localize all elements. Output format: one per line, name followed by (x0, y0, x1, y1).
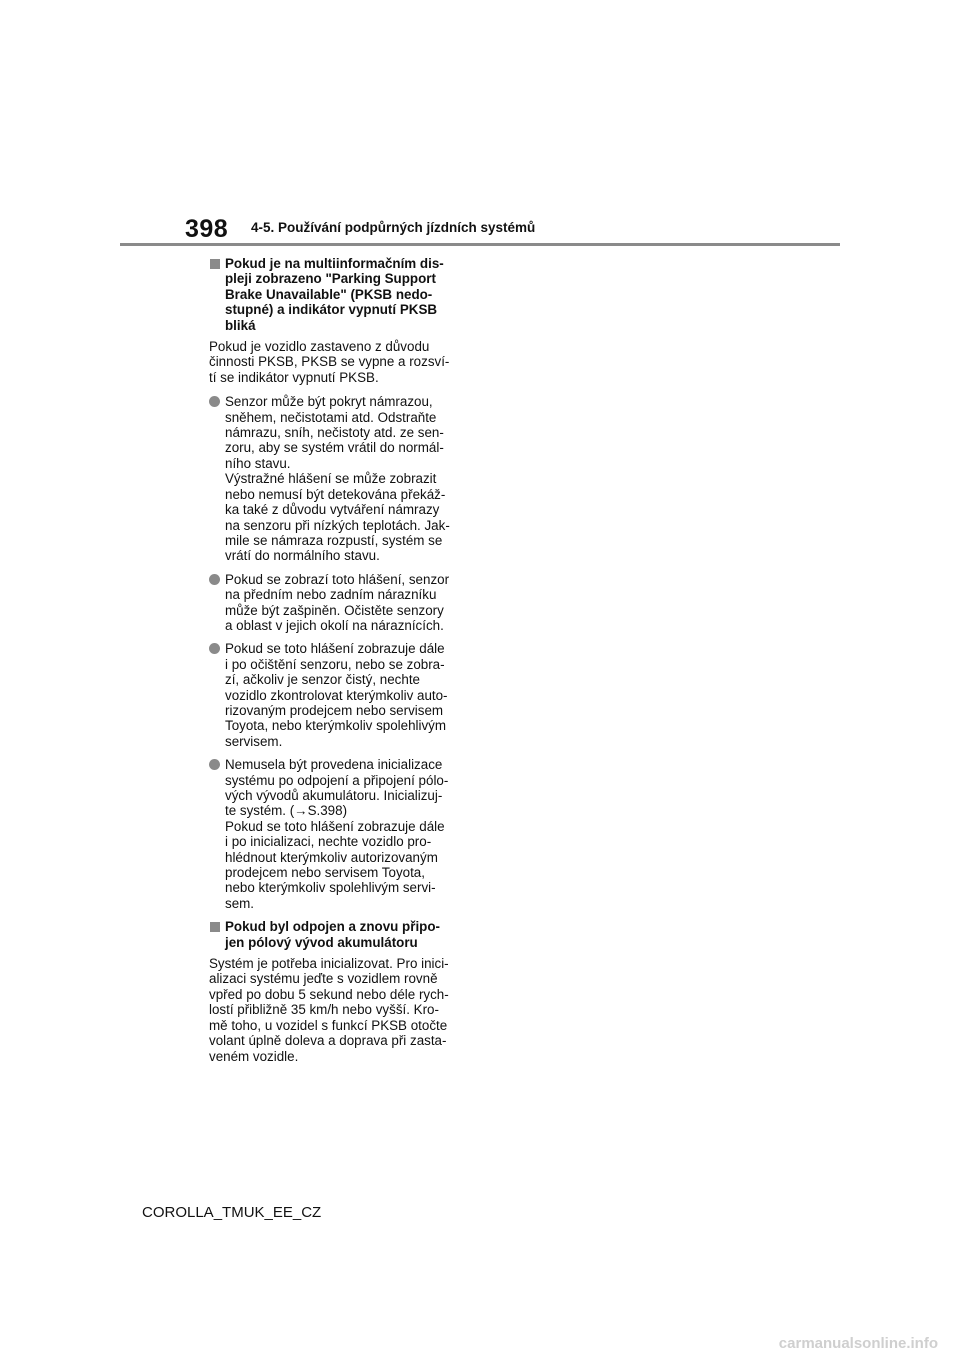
watermark: carmanualsonline.info (778, 1335, 938, 1352)
paragraph-line: veném vozidle. (209, 1048, 299, 1064)
bullet-line: systému po odpojení a připojení pólo- (225, 772, 449, 788)
page-number: 398 (185, 215, 229, 243)
paragraph-line: tí se indikátor vypnutí PKSB. (209, 369, 379, 385)
paragraph (209, 339, 474, 385)
footer-doc-code: COROLLA_TMUK_EE_CZ (142, 1204, 322, 1221)
heading-line: stupné) a indikátor vypnutí PKSB (225, 302, 438, 318)
bullet-line: hlédnout kterýmkoliv autorizovaným (225, 849, 438, 865)
bullet-line: i po očištění senzoru, nebo se zobra- (225, 656, 445, 672)
content-column (209, 256, 474, 1073)
paragraph-line: alizaci systému jeďte s vozidlem rovně (209, 971, 438, 987)
section-heading (209, 256, 474, 333)
bullet-line: Výstražné hlášení se může zobrazit (225, 471, 437, 487)
bullet-item (209, 641, 474, 749)
bullet-line: rizovaným prodejcem nebo servisem (225, 702, 444, 718)
bullet-line: i po inicializaci, nechte vozidlo pro- (225, 834, 432, 850)
square-bullet-icon (210, 922, 220, 932)
paragraph-line: volant úplně doleva a doprava při zasta- (209, 1033, 447, 1049)
bullet-item (209, 757, 474, 911)
circle-bullet-icon (209, 574, 220, 585)
heading-line: Brake Unavailable" (PKSB nedo- (225, 286, 433, 302)
bullet-line: Senzor může být pokryt námrazou, (225, 394, 433, 410)
heading-line: bliká (225, 317, 256, 333)
paragraph-line: lostí přibližně 35 km/h nebo vyšší. Kro- (209, 1002, 439, 1018)
bullet-line: mile se námraza rozpustí, systém se (225, 532, 443, 548)
bullet-line: sněhem, nečistotami atd. Odstraňte (225, 409, 437, 425)
circle-bullet-icon (209, 643, 220, 654)
bullet-line: může být zašpiněn. Očistěte senzory (225, 602, 444, 618)
bullet-line: Toyota, nebo kterýmkoliv spolehlivým (225, 718, 447, 734)
bullet-line: námrazu, sníh, nečistoty atd. ze sen- (225, 425, 444, 441)
bullet-line: nebo kterýmkoliv spolehlivým servi- (225, 880, 436, 896)
heading-line: Pokud byl odpojen a znovu připo- (225, 919, 440, 935)
bullet-line: na senzoru při nízkých teplotách. Jak- (225, 517, 450, 533)
paragraph (209, 956, 474, 1064)
bullet-line: vých vývodů akumulátoru. Inicializuj- (225, 788, 443, 803)
bullet-line: te systém. (→S.398) (225, 803, 348, 819)
bullet-line: nebo nemusí být detekována překáž- (225, 486, 446, 502)
paragraph-line: činnosti PKSB, PKSB se vypne a rozsví- (209, 354, 450, 370)
paragraph-line: Systém je potřeba inicializovat. Pro inici- (209, 956, 449, 972)
bullet-item (209, 394, 474, 563)
paragraph-line: mě toho, u vozidel s funkcí PKSB otočte (209, 1017, 448, 1033)
section-title: 4-5. Používání podpůrných jízdních systémů (251, 220, 536, 235)
bullet-line: ka také z důvodu vytváření námrazy (225, 502, 440, 518)
heading-line: Pokud je na multiinformačním dis- (225, 256, 444, 271)
bullet-line: Nemusela být provedena inicializace (225, 757, 443, 773)
circle-bullet-icon (209, 759, 220, 770)
bullet-line: vrátí do normálního stavu. (225, 548, 380, 564)
section-heading (209, 919, 474, 950)
paragraph-line: vpřed po dobu 5 sekund nebo déle rych- (209, 986, 449, 1002)
heading-line: jen pólový vývod akumulátoru (225, 934, 418, 950)
bullet-line: na předním nebo zadním nárazníku (225, 587, 437, 603)
bullet-item (209, 572, 474, 634)
heading-line: pleji zobrazeno "Parking Support (225, 271, 436, 287)
square-bullet-icon (210, 259, 220, 269)
bullet-line: zí, ačkoliv je senzor čistý, nechte (225, 672, 420, 688)
paragraph-line: Pokud je vozidlo zastaveno z důvodu (209, 339, 430, 355)
bullet-line: servisem. (225, 733, 283, 749)
bullet-line: vozidlo zkontrolovat kterýmkoliv auto- (225, 687, 448, 703)
bullet-line: prodejcem nebo servisem Toyota, (225, 865, 425, 881)
bullet-line: sem. (225, 895, 255, 911)
bullet-line: zoru, aby se systém vrátil do normál- (225, 440, 444, 456)
bullet-line: a oblast v jejich okolí na náraznících. (225, 617, 444, 633)
header-rule (120, 243, 840, 246)
bullet-line: Pokud se toto hlášení zobrazuje dále (225, 818, 445, 834)
bullet-line: Pokud se toto hlášení zobrazuje dále (225, 641, 445, 657)
bullet-line: Pokud se zobrazí toto hlášení, senzor (225, 571, 450, 587)
circle-bullet-icon (209, 396, 220, 407)
bullet-line: ního stavu. (225, 455, 291, 471)
